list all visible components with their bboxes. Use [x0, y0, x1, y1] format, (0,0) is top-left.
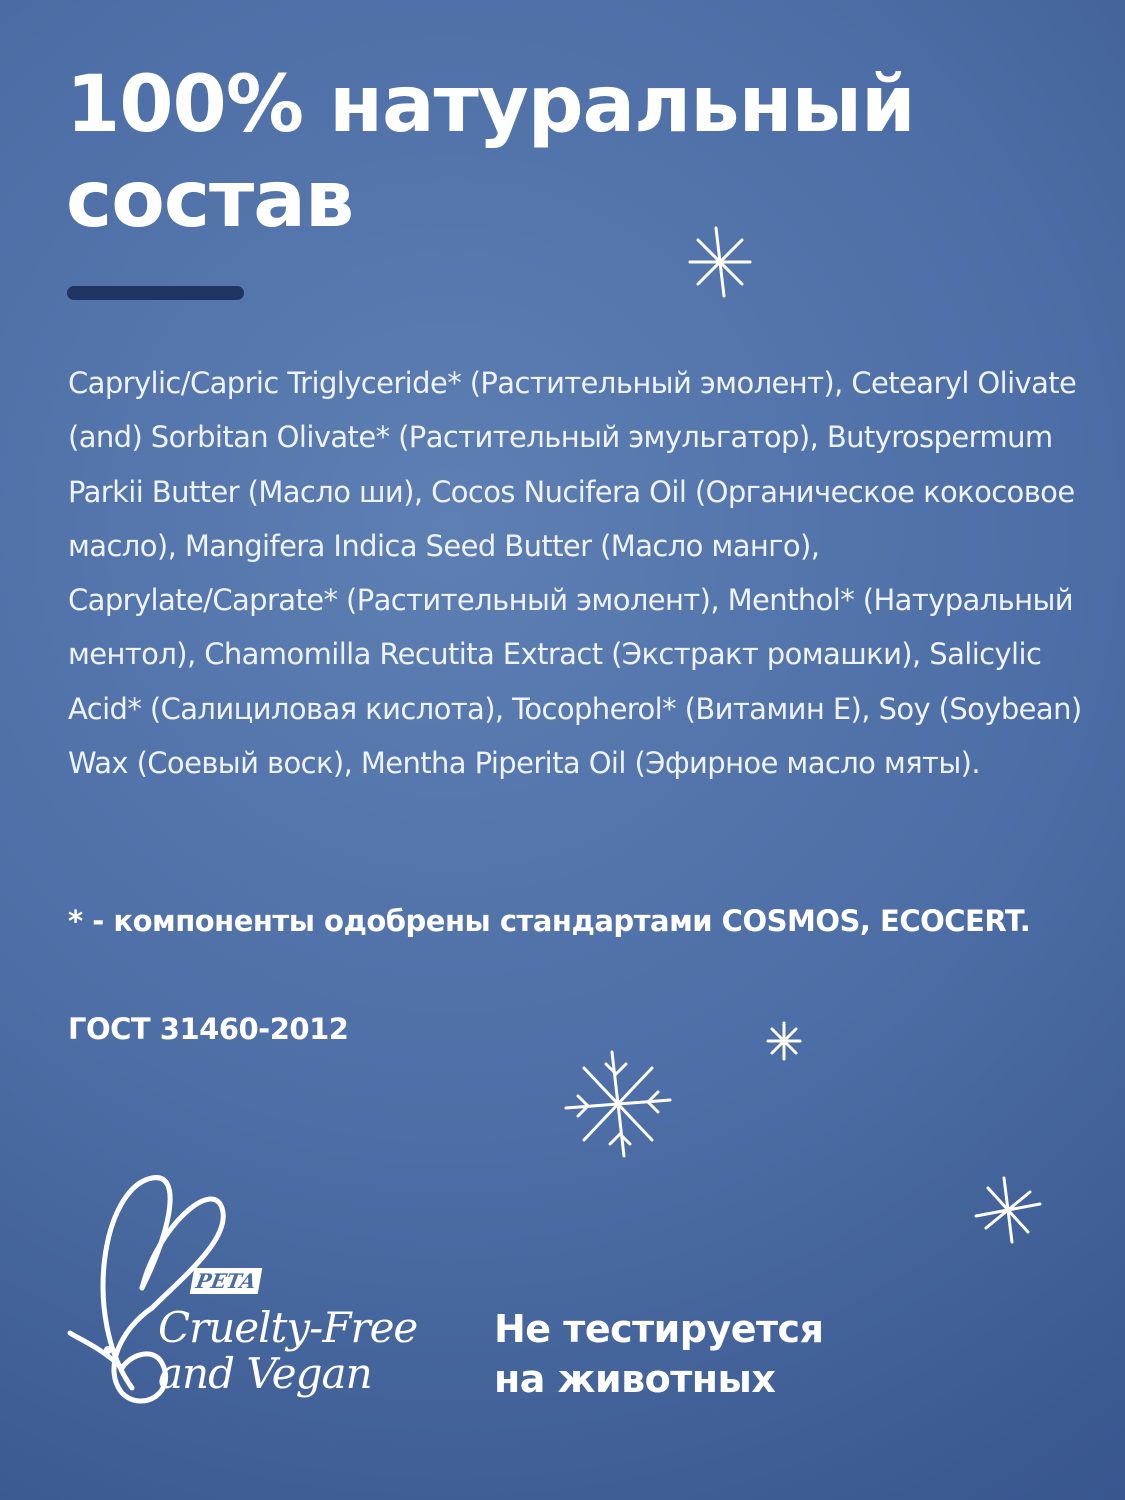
snowflake-icon: [970, 1172, 1046, 1248]
not-tested-line-2: на животных: [494, 1357, 776, 1401]
certification-note: * - компоненты одобрены стандартами COSMOS, ECOCERT.: [68, 904, 1031, 938]
not-tested-line-1: Не тестируется: [494, 1307, 824, 1351]
not-tested-on-animals: [494, 1304, 823, 1404]
ingredients-list: Caprylic/Capric Triglyceride* (Растительный эмолент), Cetearyl Olivate (and) Sorbitan Olivate* (Растительный эмульгатор), Butyrospermum Parkii Butter (Масло ши), Cocos Nucifera Oil (Органическое кокосовое масло), Mangifera Indica Seed Butter (Масло манго), Caprylate/Caprate* (Растительный эмолент), Menthol* (Натуральный ментол), Chamomilla Recutita Extract (Экстракт ромашки), Salicylic Acid* (Салициловая кислота), Tocopherol* (Витамин Е), Soy (Soybean) Wax (Соевый воск), Mentha Piperita Oil (Эфирное масло мяты).: [68, 366, 1082, 781]
peta-cruelty-free-logo: [62, 1168, 422, 1408]
snowflake-icon: [560, 1046, 676, 1162]
snowflake-icon: [682, 224, 758, 300]
title-line-2: состав: [66, 155, 354, 245]
title-line-1: 100% натуральный: [66, 60, 915, 150]
snowflake-icon: [763, 1020, 805, 1062]
and-vegan-text: and Vegan: [158, 1349, 372, 1398]
gost-standard: ГОСТ 31460-2012: [68, 1012, 349, 1046]
peta-badge: PETA: [190, 1268, 263, 1294]
cruelty-free-text: Cruelty-Free: [158, 1303, 418, 1352]
page-title: [66, 58, 966, 248]
title-divider: [67, 286, 244, 300]
